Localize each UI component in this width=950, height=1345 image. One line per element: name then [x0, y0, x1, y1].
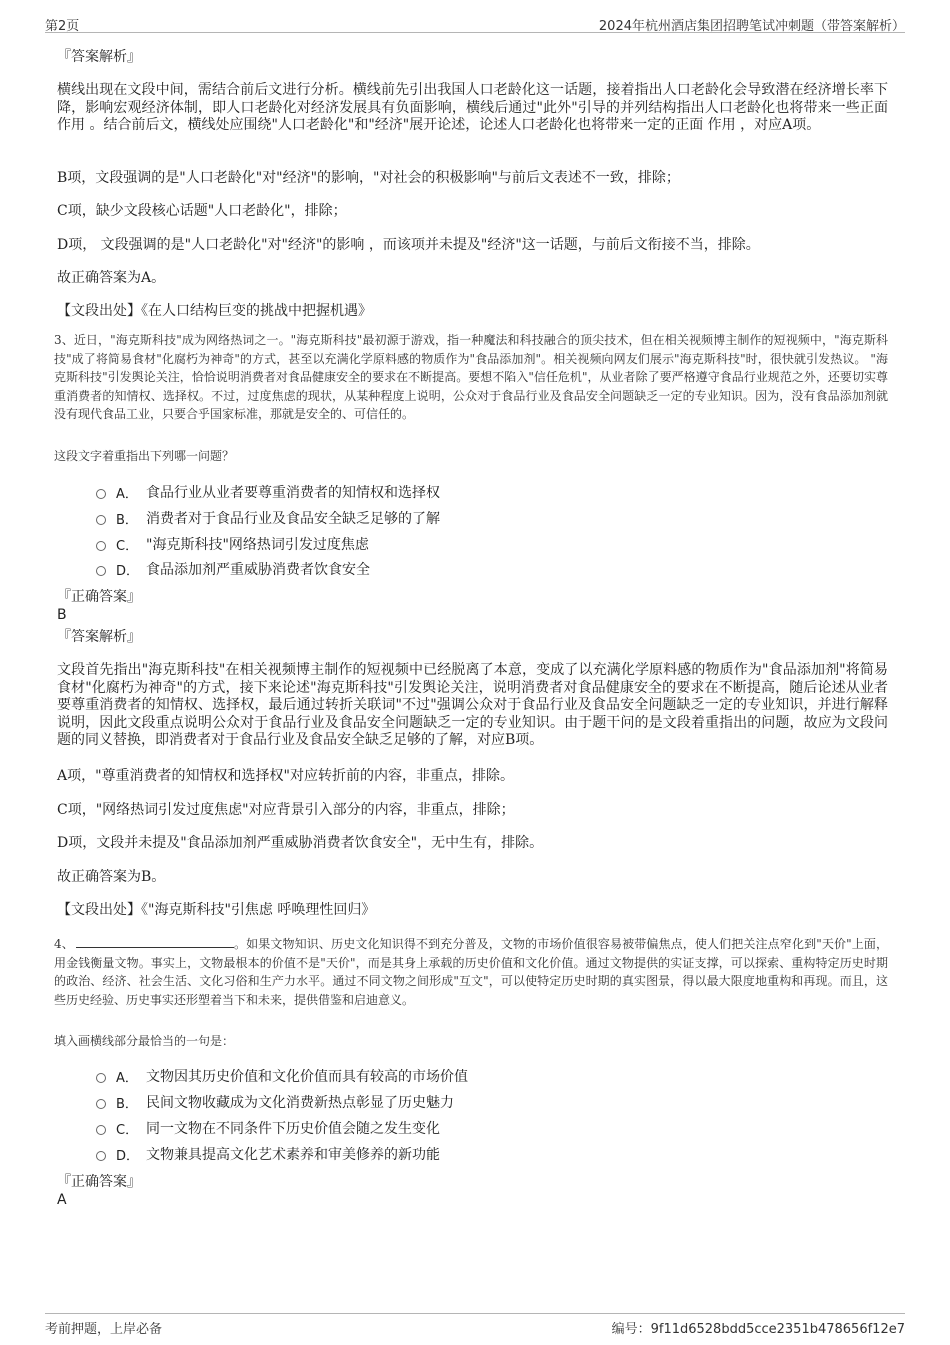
analysis-option-d: D项，文段并未提及"食品添加剂严重威胁消费者饮食安全"，无中生有，排除。 [57, 835, 544, 851]
question-3-text: 3、近日，"海克斯科技"成为网络热词之一。"海克斯科技"最初源于游戏，指一种魔法和科技融合的顶尖技术，但在相关视频博主制作的短视频中，"海克斯科技"成了将简易食材"化腐朽为神奇"的方式，甚至以充满化学原料感的物质作为"食品添加剂"。相关视频向网友们展示"海克斯科技"时，很快就引发热议。 "海克斯科技"引发舆论关注，恰恰说明消费者对食品健康安全的要求在不断提高。要想不陷入"信任危机"，从业者除了要严格遵守食品行业规范之外，还要切实尊重消费者的知情权、选择权。不过，过度焦虑的现状，从某种程度上说明，公众对于食品行业及食品安全问题缺乏一定的专业知识。因为，没有食品添加剂就没有现代食品工业，只要合乎国家标准，那就是安全的、可信任的。 [54, 333, 888, 421]
question-4-text: 4、 。如果文物知识、历史文化知识得不到充分普及，文物的市场价值很容易被带偏焦点，使人们把关注点窄化到"天价"上面，用金钱衡量文物。事实上，文物最根本的价值不是"天价"，而是其身上承载的历史价值和文化价值。通过文物提供的实证支撑，可以探索、重构特定历史时期的政治、经济、社会生活、文化习俗和生产力水平。通过不同文物之间形成"互文"，可以使特定历史时期的真实图景，得以最大限度地重构和再现。而且，这些历史经验、历史事实还形塑着当下和未来，提供借鉴和启迪意义。 [54, 937, 889, 1007]
question-3-option-d[interactable]: D． 食品添加剂严重威胁消费者饮食安全 [96, 559, 370, 579]
correct-answer-label: 『正确答案』 [57, 589, 141, 605]
conclusion: 故正确答案为B。 [57, 869, 166, 885]
analysis-label: 『答案解析』 [57, 49, 141, 65]
page-footer [45, 1313, 905, 1337]
question-3-option-b[interactable]: B． 消费者对于食品行业及食品安全缺乏足够的了解 [96, 508, 440, 528]
analysis-option-a: A项，"尊重消费者的知情权和选择权"对应转折前的内容，非重点，排除。 [57, 768, 514, 784]
footer-slogan: 考前押题，上岸必备 [45, 1322, 163, 1337]
page-number: 第2页 [45, 19, 80, 34]
question-4-option-b[interactable]: B． 民间文物收藏成为文化消费新热点彰显了历史魅力 [96, 1092, 454, 1112]
radio-icon[interactable] [96, 489, 106, 499]
question-4-option-a[interactable]: A． 文物因其历史价值和文化价值而具有较高的市场价值 [96, 1066, 468, 1086]
analysis-option-c: C项，"网络热词引发过度焦虑"对应背景引入部分的内容，非重点，排除； [57, 802, 515, 818]
analysis-paragraph: 文段首先指出"海克斯科技"在相关视频博主制作的短视频中已经脱离了本意，变成了以充满化学原料感的物质作为"食品添加剂"将简易食材"化腐朽为神奇"的方式，接下来论述"海克斯科技"引发舆论关注，说明消费者对食品健康安全的要求在不断提高，随后论述从业者要尊重消费者的知情权、选择权，最后通过转折关联词"不过"强调公众对于食品行业及食品安全问题缺乏一定的专业知识，并进行解释说明，因此文段重点说明公众对于食品行业及食品安全问题缺乏一定的专业知识。由于题干问的是文段着重指出的问题，故应为文段问题的同义替换，即消费者对于食品行业及食品安全缺乏足够的了解，对应B项。 [57, 662, 888, 748]
source-citation: 【文段出处】《"海克斯科技"引焦虑 呼唤理性回归》 [57, 902, 376, 918]
radio-icon[interactable] [96, 541, 106, 551]
fill-in-blank [76, 935, 234, 948]
page-header [45, 12, 905, 33]
analysis-paragraph: 横线出现在文段中间，需结合前后文进行分析。横线前先引出我国人口老龄化这一话题，接着指出人口老龄化会导致潜在经济增长率下降，影响宏观经济体制，即人口老龄化对经济发展具有负面影响，横线后通过"此外"引导的并列结构指出人口老龄化也将带来一些正面 作用 。结合前后文，横线处应围绕"人口老龄化"和"经济"展开论述，论述人口老龄化也将带来一定的正面 作用 ，对应A项。 [57, 82, 888, 133]
radio-icon[interactable] [96, 1099, 106, 1109]
radio-icon[interactable] [96, 1125, 106, 1135]
radio-icon[interactable] [96, 515, 106, 525]
document-id: 编号：9f11d6528bdd5cce2351b478656f12e7 [611, 1322, 905, 1337]
correct-answer-label: 『正确答案』 [57, 1174, 141, 1190]
radio-icon[interactable] [96, 1073, 106, 1083]
radio-icon[interactable] [96, 1151, 106, 1161]
correct-answer: B [57, 607, 67, 623]
analysis-label: 『答案解析』 [57, 629, 141, 645]
question-4-option-c[interactable]: C． 同一文物在不同条件下历史价值会随之发生变化 [96, 1118, 440, 1138]
radio-icon[interactable] [96, 566, 106, 576]
correct-answer: A [57, 1192, 67, 1208]
analysis-option-b: B项，文段强调的是"人口老龄化"对"经济"的影响，"对社会的积极影响"与前后文表述不一致，排除； [57, 170, 680, 186]
question-3-option-a[interactable]: A． 食品行业从业者要尊重消费者的知情权和选择权 [96, 482, 440, 502]
analysis-option-c: C项，缺少文段核心话题"人口老龄化"，排除； [57, 203, 347, 219]
conclusion: 故正确答案为A。 [57, 270, 166, 286]
question-3-prompt: 这段文字着重指出下列哪一问题？ [54, 449, 235, 463]
question-4-prompt: 填入画横线部分最恰当的一句是： [54, 1034, 235, 1048]
question-3-option-c[interactable]: C． "海克斯科技"网络热词引发过度焦虑 [96, 534, 369, 554]
question-4-option-d[interactable]: D． 文物兼具提高文化艺术素养和审美修养的新功能 [96, 1144, 440, 1164]
analysis-option-d: D项， 文段强调的是"人口老龄化"对"经济"的影响 ，而该项并未提及"经济"这一话题，与前后文衔接不当，排除。 [57, 237, 760, 253]
document-title: 2024年杭州酒店集团招聘笔试冲刺题（带答案解析） [598, 19, 905, 34]
source-citation: 【文段出处】《在人口结构巨变的挑战中把握机遇》 [57, 303, 372, 319]
